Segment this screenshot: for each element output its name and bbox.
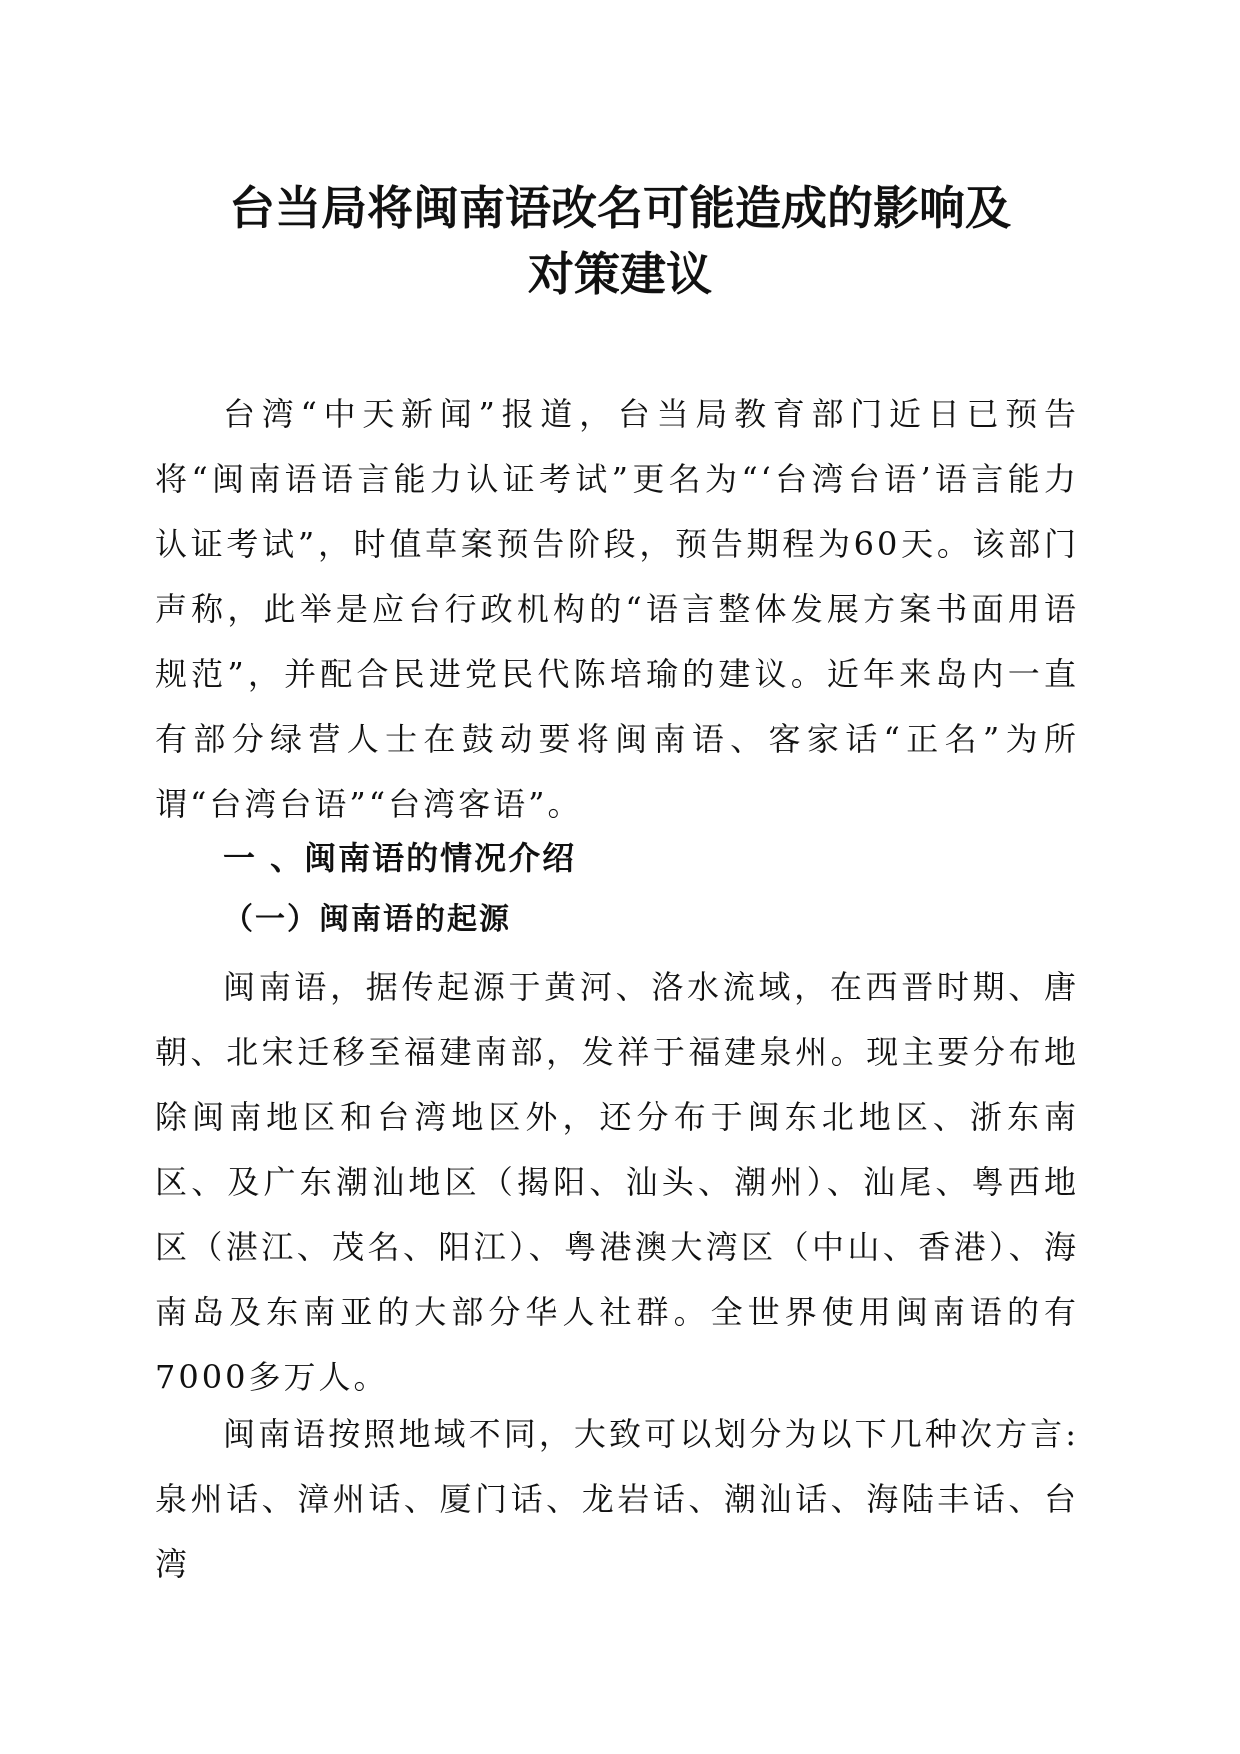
document-title-line-2: 对策建议 — [528, 247, 712, 301]
dialects-paragraph: 闽南语按照地域不同，大致可以划分为以下几种次方言:泉州话、漳州话、厦门话、龙岩话、潮汕话、海陆丰话、台湾 — [155, 1415, 1079, 1583]
document-title-line-1: 台当局将闽南语改名可能造成的影响及 — [229, 181, 1011, 235]
intro-paragraph: 台湾“中天新闻”报道，台当局教育部门近日已预告将“闽南语语言能力认证考试”更名为“‘台湾台语’语言能力认证考试”，时值草案预告阶段，预告期程为60天。该部门声称，此举是应台行政机构的“语言整体发展方案书面用语规范”，并配合民进党民代陈培瑜的建议。近年来岛内一直有部分绿营人士在鼓动要将闽南语、客家话“正名”为所谓“台湾台语”“台湾客语”。 — [155, 395, 1079, 823]
section-heading-1: 一 、闽南语的情况介绍 — [223, 839, 577, 877]
subsection-heading-1: （一）闽南语的起源 — [223, 902, 511, 937]
origin-paragraph: 闽南语，据传起源于黄河、洛水流域，在西晋时期、唐朝、北宋迁移至福建南部，发祥于福建泉州。现主要分布地除闽南地区和台湾地区外，还分布于闽东北地区、浙东南区、及广东潮汕地区（揭阳、汕头、潮州）、汕尾、粤西地区（湛江、茂名、阳江）、粤港澳大湾区（中山、香港）、海南岛及东南亚的大部分华人社群。全世界使用闽南语的有7000多万人。 — [155, 968, 1079, 1396]
